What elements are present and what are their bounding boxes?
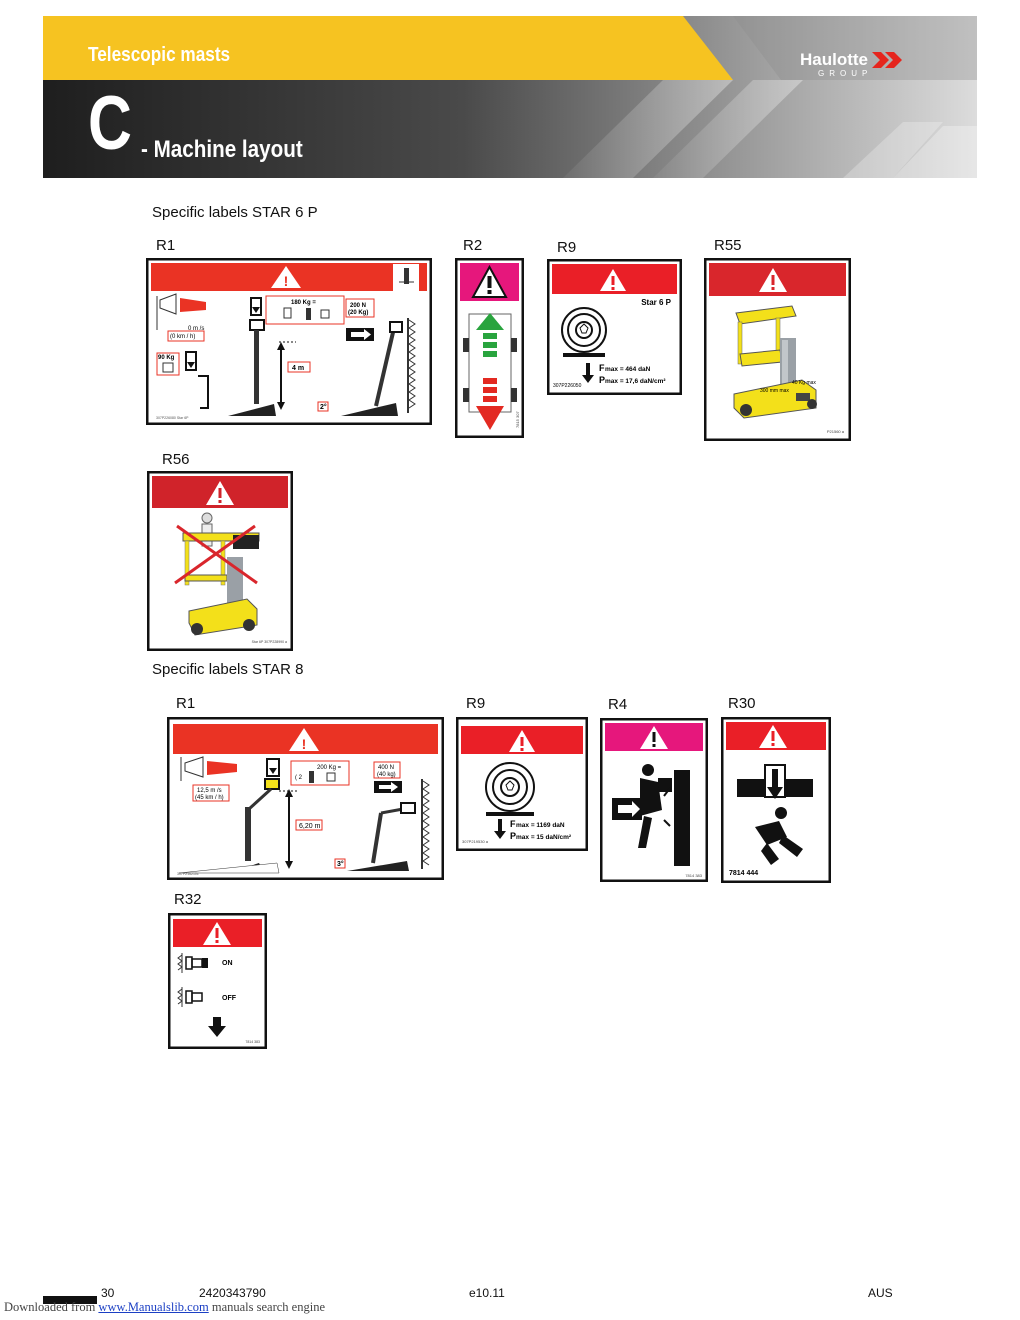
- label-r56: [147, 471, 293, 651]
- r2-code-text: 7815 307: [515, 411, 520, 428]
- label-tag-r1-star6: R1: [156, 237, 176, 254]
- label-tag-r55: R55: [714, 237, 742, 254]
- r1s8-code-text: 307P216210c: [177, 872, 199, 876]
- r1s8-force2-text: (40 kg): [377, 772, 396, 778]
- label-tag-r1-star8: R1: [176, 695, 196, 712]
- r1s6-load-text: 180 Kg =: [291, 300, 316, 306]
- label-r4: [600, 718, 708, 882]
- region: AUS: [868, 1286, 893, 1300]
- r1s8-load-text: 200 Kg =: [317, 765, 342, 771]
- r55-code-text: P21560 a: [826, 429, 844, 434]
- r32-on-text: ON: [222, 960, 233, 967]
- r1s8-wind-text: 12,5 m /s: [197, 788, 222, 794]
- r9s6-f-text: F: [599, 363, 605, 373]
- r1s6-force2-text: (20 Kg): [348, 310, 369, 316]
- r56-code-text: Star 6P 307P228990 a: [251, 640, 287, 644]
- section-name: Telescopic masts: [88, 44, 231, 66]
- label-tag-r2: R2: [463, 237, 483, 254]
- r1s8-people-text: ( 2: [295, 775, 303, 781]
- label-r30: [721, 717, 831, 883]
- label-tag-r56: R56: [162, 451, 190, 468]
- r1s8-force-text: 400 N: [378, 765, 395, 771]
- download-prefix: Downloaded from: [4, 1300, 96, 1314]
- r9s8-p-text: P: [510, 831, 517, 841]
- label-r2: [455, 258, 524, 438]
- r1s6-force-text: 200 N: [350, 303, 367, 309]
- r1s6-wind-text: 0 m /s: [188, 326, 205, 332]
- r30-code-text: 7814 444: [729, 870, 759, 877]
- r9s6-code-text: 307P226050: [553, 383, 582, 389]
- r1s6-tool-text: 90 Kg: [158, 355, 175, 361]
- svg-text:!: !: [283, 273, 289, 289]
- r9s6-fmax-text: max = 464 daN: [605, 366, 651, 373]
- label-tag-r30: R30: [728, 695, 756, 712]
- doc-number: 2420343790: [199, 1286, 266, 1300]
- download-line: [4, 1300, 325, 1315]
- svg-text:!: !: [301, 736, 307, 752]
- r9s6-model-text: Star 6 P: [641, 298, 671, 307]
- section2-heading: Specific labels STAR 8: [152, 661, 304, 678]
- download-suffix: manuals search engine: [211, 1300, 325, 1314]
- page-number: 30: [101, 1286, 115, 1300]
- label-r9-star8: [456, 717, 588, 851]
- r1s6-height-text: 4 m: [292, 365, 305, 372]
- r9s6-pmax-text: max = 17,6 daN/cm²: [605, 378, 666, 385]
- section-letter: C: [88, 81, 132, 166]
- label-r9-star6: [547, 259, 682, 395]
- manualslib-link[interactable]: www.Manualslib.com: [98, 1300, 209, 1314]
- r9s6-p-text: P: [599, 375, 606, 385]
- label-r55: [704, 258, 851, 441]
- r9s8-fmax-text: max = 1169 daN: [516, 822, 565, 829]
- r9s8-f-text: F: [510, 819, 516, 829]
- label-tag-r9-star8: R9: [466, 695, 486, 712]
- label-tag-r9-star6: R9: [557, 239, 577, 256]
- label-r32: [168, 913, 267, 1049]
- brand-chevrons-icon: [872, 52, 906, 68]
- label-tag-r4: R4: [608, 696, 628, 713]
- r32-code-text: 7814 383: [245, 1040, 260, 1044]
- r1s6-slope-text: 2°: [320, 404, 327, 411]
- r1s8-height-text: 6,20 m: [299, 823, 321, 830]
- r1s8-slope-text: 3°: [337, 861, 344, 868]
- label-r1-star8: [167, 717, 444, 880]
- label-tag-r32: R32: [174, 891, 202, 908]
- r9s8-code-text: 307P219530 a: [462, 839, 489, 844]
- r9s8-pmax-text: max = 15 daN/cm²: [516, 834, 572, 841]
- r32-off-text: OFF: [222, 995, 236, 1002]
- r1s8-wind2-text: (45 km / h): [195, 795, 224, 801]
- brand-group: GROUP: [818, 69, 873, 78]
- section-title: - Machine layout: [141, 136, 303, 163]
- section1-heading: Specific labels STAR 6 P: [152, 204, 318, 221]
- r55-load-text: 40 Kg max: [792, 380, 816, 386]
- edition: e10.11: [469, 1286, 505, 1300]
- r1s6-code-text: 307P226080 Star 6P: [156, 416, 189, 420]
- brand-name: Haulotte: [800, 50, 868, 69]
- r4-code-text: 7814 383: [685, 873, 702, 878]
- r55-dist-text: 300 mm max: [760, 388, 789, 394]
- r1s6-wind2-text: (0 km / h): [170, 334, 196, 340]
- label-r1-star6: [146, 258, 432, 425]
